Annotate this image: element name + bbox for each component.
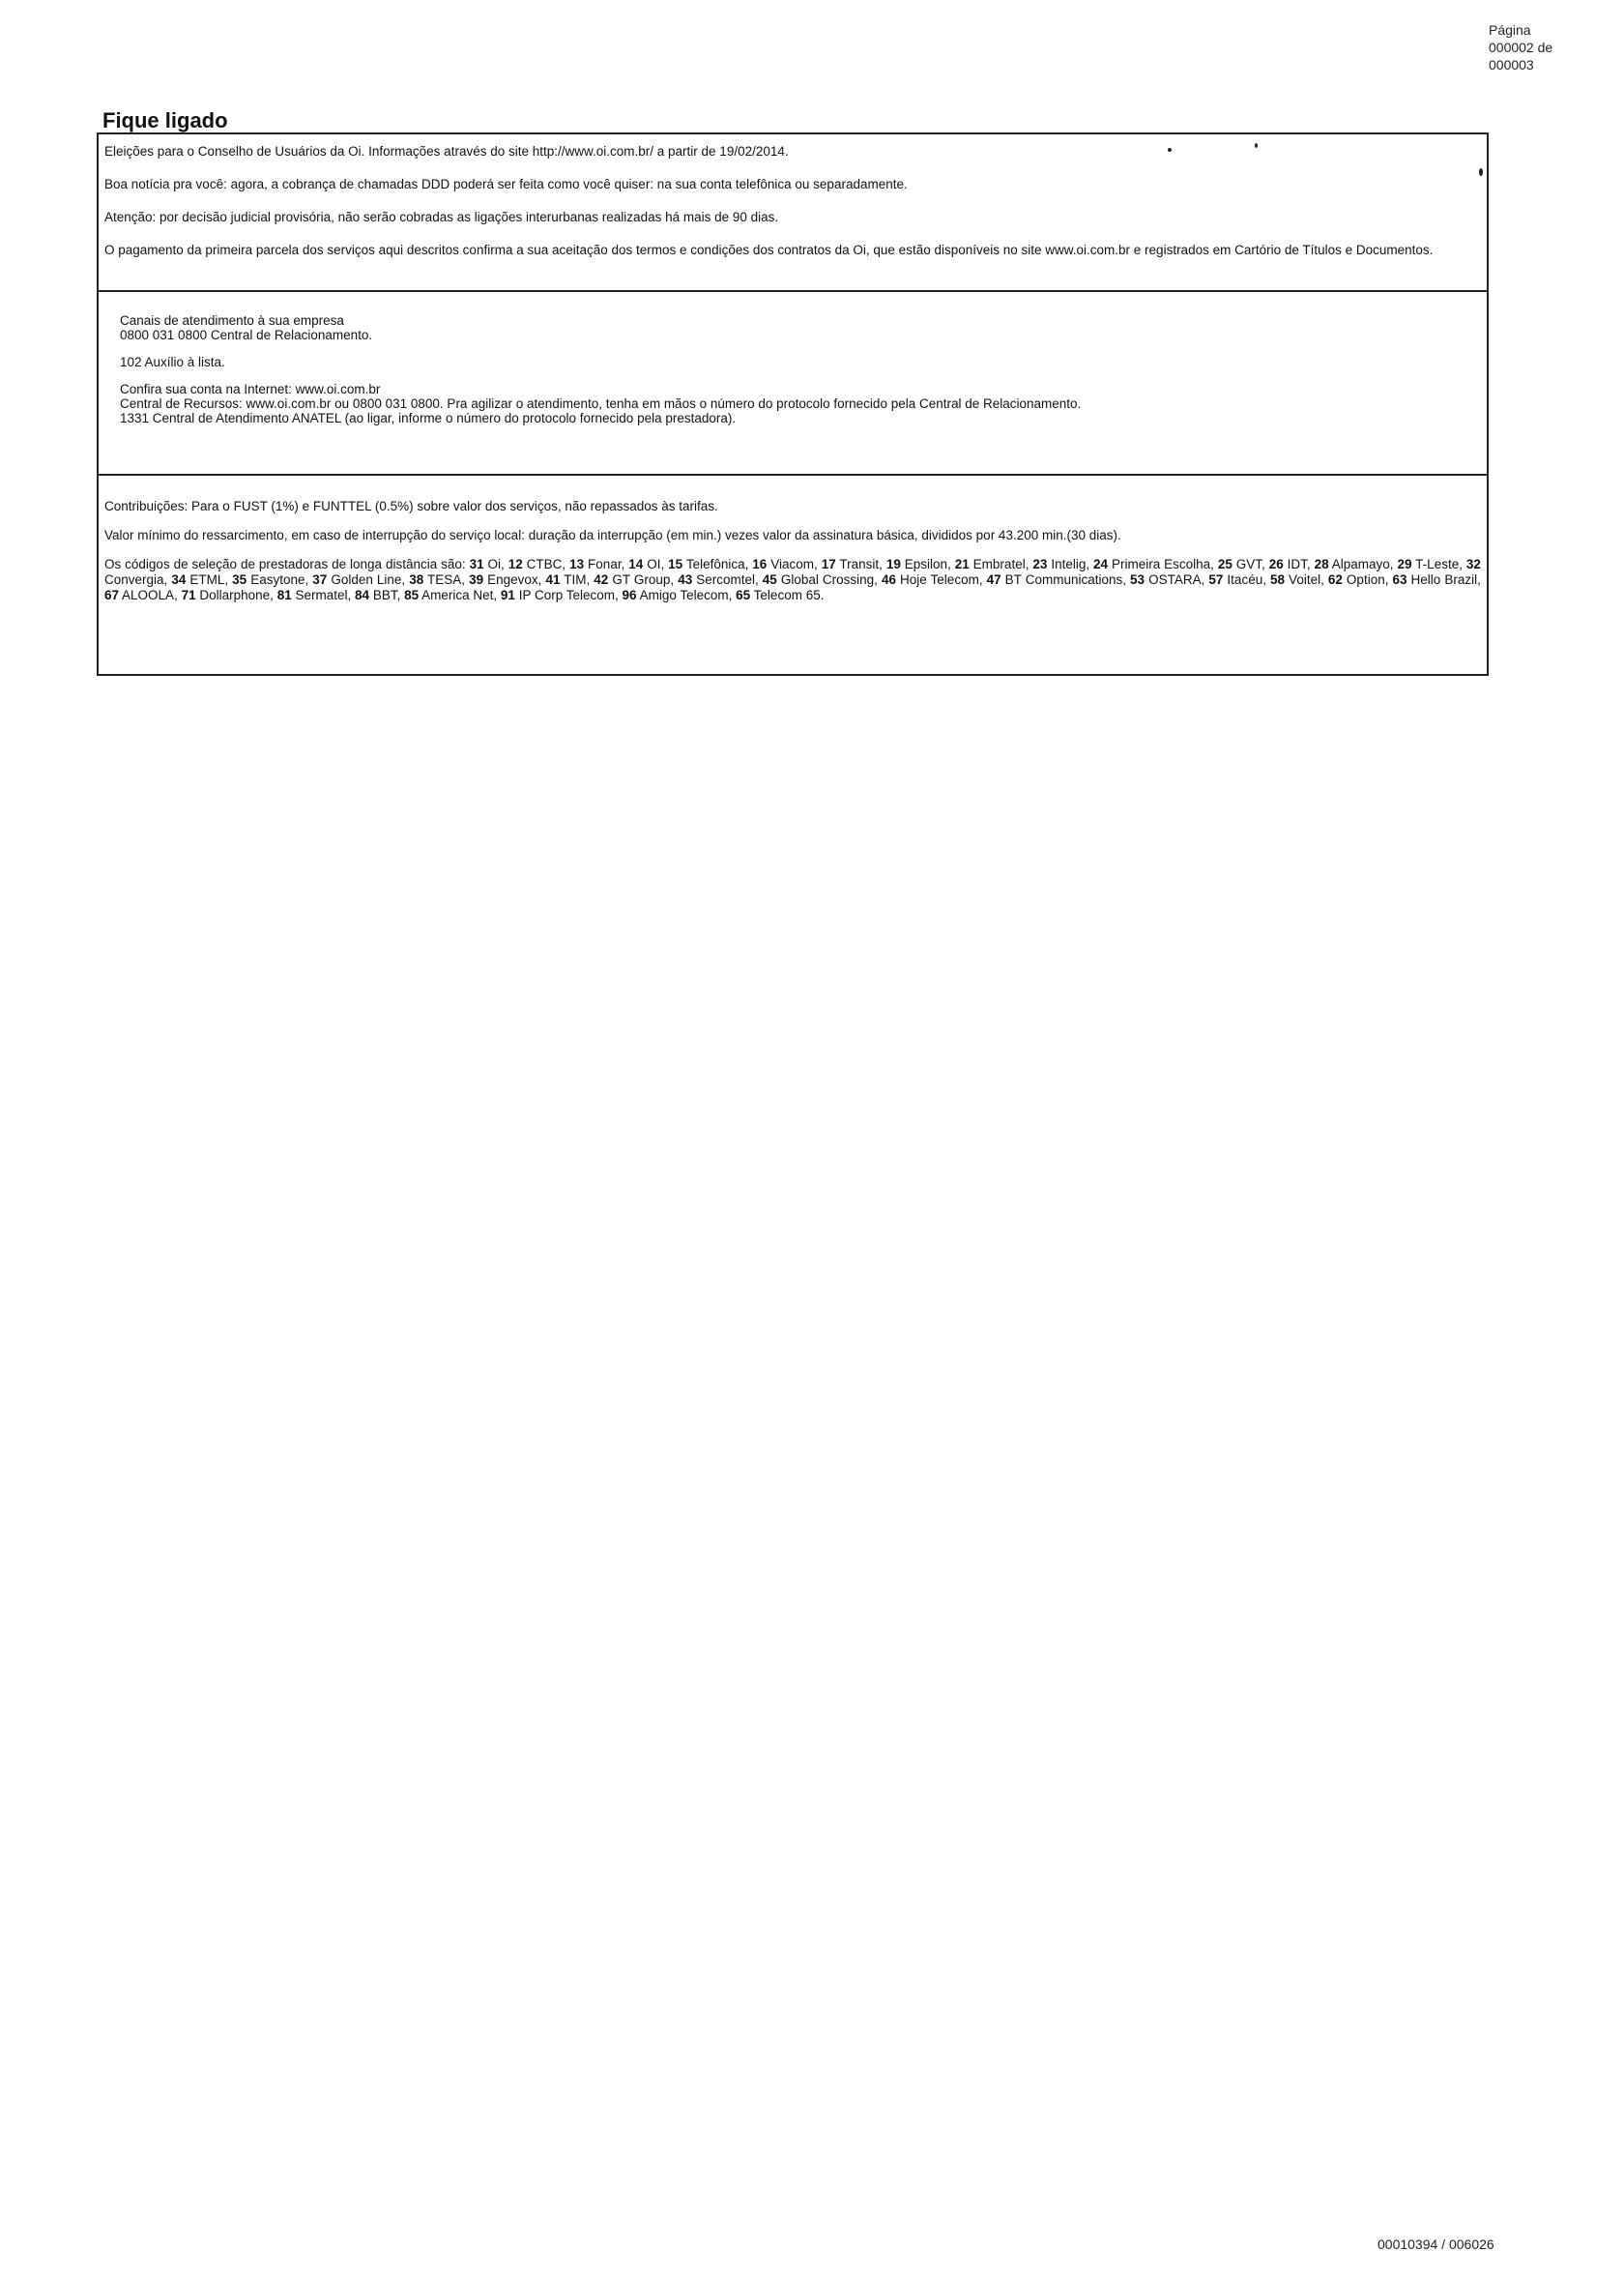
carrier-item (623, 588, 733, 602)
carrier-name: Viacom, (767, 557, 818, 571)
carrier-code: 31 (469, 557, 484, 571)
carrier-code: 53 (1130, 572, 1146, 587)
carrier-name: GVT, (1232, 557, 1265, 571)
carrier-name: T-Leste, (1411, 557, 1463, 571)
carrier-code: 84 (355, 588, 370, 602)
carrier-code: 15 (668, 557, 683, 571)
carrier-code: 45 (762, 572, 777, 587)
carrier-item (470, 557, 505, 571)
carrier-name: Itacéu, (1223, 572, 1266, 587)
carrier-item (752, 557, 817, 571)
carrier-code: 91 (500, 588, 515, 602)
carrier-code: 19 (885, 557, 901, 571)
carrier-code: 81 (276, 588, 292, 602)
carrier-code: 32 (1465, 557, 1481, 571)
carrier-name: Intelig, (1047, 557, 1090, 571)
carrier-name: IP Corp Telecom, (514, 588, 619, 602)
carrier-item (469, 572, 541, 587)
carrier-code: 42 (594, 572, 609, 587)
document-code: 00010394 / 006026 (1378, 2236, 1494, 2252)
carrier-code: 35 (232, 572, 247, 587)
carrier-item (1315, 557, 1394, 571)
carrier-item (312, 572, 405, 587)
carrier-code: 38 (409, 572, 424, 587)
carrier-name: TESA, (423, 572, 466, 587)
channels-directory: 102 Auxílio à lista. (120, 355, 225, 369)
page-current: 000002 de (1489, 40, 1553, 55)
carrier-code: 13 (569, 557, 585, 571)
carrier-code: 14 (628, 557, 644, 571)
carrier-item (1130, 572, 1204, 587)
carrier-code: 26 (1268, 557, 1284, 571)
carrier-code: 12 (508, 557, 523, 571)
carrier-name: ETML, (186, 572, 229, 587)
carrier-name: Telefônica, (682, 557, 749, 571)
carrier-item (1218, 557, 1265, 571)
carrier-name: Primeira Escolha, (1108, 557, 1214, 571)
carrier-item (736, 588, 824, 602)
carrier-code: 21 (954, 557, 970, 571)
carrier-name: CTBC, (522, 557, 566, 571)
carrier-name: BBT, (369, 588, 401, 602)
carrier-code: 17 (821, 557, 836, 571)
carrier-name: Fonar, (584, 557, 625, 571)
carrier-item (886, 557, 951, 571)
carrier-name: Voitel, (1285, 572, 1324, 587)
carrier-item (882, 572, 983, 587)
carrier-code: 41 (545, 572, 561, 587)
carrier-name: Dollarphone, (195, 588, 274, 602)
carrier-name: Global Crossing, (776, 572, 878, 587)
carrier-name: Telecom 65. (750, 588, 825, 602)
channels-anatel: 1331 Central de Atendimento ANATEL (ao ligar, informe o número do protocolo fornecido pela prestadora). (120, 411, 737, 425)
carrier-item (508, 557, 566, 571)
notice-judicial: Atenção: por decisão judicial provisória, não serão cobradas as ligações interurbanas realizadas há mais de 90 dias. (104, 210, 779, 224)
carrier-name: GT Group, (608, 572, 675, 587)
carrier-name: Easytone, (246, 572, 309, 587)
carrier-item (404, 588, 497, 602)
carrier-name: Engevox, (483, 572, 542, 587)
carrier-item (763, 572, 878, 587)
carrier-name: OSTARA, (1145, 572, 1205, 587)
channels-internet: Confira sua conta na Internet: www.oi.com.br (120, 382, 381, 396)
carrier-code: 23 (1032, 557, 1048, 571)
notice-ddd-billing: Boa notícia pra você: agora, a cobrança de chamadas DDD poderá ser feita como você quiser: na sua conta telefônica ou separadamente. (104, 177, 908, 191)
carrier-item (545, 572, 590, 587)
carrier-name: Amigo Telecom, (636, 588, 733, 602)
carrier-item (955, 557, 1030, 571)
carrier-name: BT Communications, (1000, 572, 1126, 587)
carrier-item (1093, 557, 1214, 571)
notice-payment-terms: O pagamento da primeira parcela dos serviços aqui descritos confirma a sua aceitação dos termos e condições dos contratos da Oi, que estão disponíveis no site www.oi.com.br e registrados em Cartório de Títulos e Documentos. (104, 243, 1434, 257)
channels-relationship: 0800 031 0800 Central de Relacionamento. (120, 328, 373, 342)
carrier-item (668, 557, 748, 571)
carrier-code: 25 (1217, 557, 1232, 571)
carrier-item (171, 572, 228, 587)
carrier-codes-intro: Os códigos de seleção de prestadoras de longa distância são: (104, 557, 466, 571)
carrier-item (232, 572, 308, 587)
section-title: Fique ligado (102, 108, 228, 132)
carrier-code: 58 (1270, 572, 1286, 587)
carrier-item (1397, 557, 1462, 571)
carrier-item (355, 588, 400, 602)
carrier-item (182, 588, 274, 602)
channels-heading: Canais de atendimento à sua empresa (120, 313, 344, 328)
info-frame (97, 132, 1489, 676)
carrier-name: IDT, (1283, 557, 1311, 571)
carrier-name: Embratel, (969, 557, 1030, 571)
carrier-code: 63 (1392, 572, 1407, 587)
carrier-name: Golden Line, (327, 572, 406, 587)
carrier-item (822, 557, 883, 571)
service-channels-section (99, 292, 1487, 476)
carrier-item (104, 588, 178, 602)
contributions-section (99, 476, 1487, 674)
carrier-name: Sercomtel, (692, 572, 759, 587)
carrier-item (1269, 557, 1311, 571)
carrier-code: 43 (678, 572, 693, 587)
carrier-code: 29 (1397, 557, 1412, 571)
carrier-item (1208, 572, 1266, 587)
carrier-code: 67 (104, 588, 120, 602)
carrier-name: ALOOLA, (119, 588, 178, 602)
carrier-name: Option, (1342, 572, 1389, 587)
carrier-code: 34 (171, 572, 187, 587)
carrier-item (1328, 572, 1389, 587)
carrier-code: 62 (1327, 572, 1343, 587)
page-total: 000003 (1489, 57, 1534, 73)
carrier-code: 16 (752, 557, 768, 571)
carrier-item (409, 572, 465, 587)
carrier-codes (104, 557, 1481, 603)
carrier-item (594, 572, 674, 587)
carrier-code: 96 (622, 588, 637, 602)
refund-minimum: Valor mínimo do ressarcimento, em caso de interrupção do serviço local: duração da interrupção (em min.) vezes valor da assinatura básica, divididos por 43.200 min.(30 dias). (104, 528, 1121, 542)
carrier-code: 37 (312, 572, 328, 587)
carrier-code: 28 (1314, 557, 1329, 571)
page-label: Página (1489, 22, 1531, 38)
carrier-item (1393, 572, 1481, 587)
carrier-code: 65 (736, 588, 751, 602)
carrier-item (1032, 557, 1089, 571)
notices-section (99, 134, 1487, 292)
carrier-code: 46 (881, 572, 896, 587)
carrier-code: 47 (986, 572, 1001, 587)
carrier-item (569, 557, 624, 571)
carrier-item (1270, 572, 1324, 587)
carrier-item (277, 588, 352, 602)
carrier-name: Oi, (483, 557, 505, 571)
carrier-item (501, 588, 619, 602)
carrier-name: TIM, (560, 572, 591, 587)
carrier-name: Alpamayo, (1328, 557, 1394, 571)
carrier-code: 71 (181, 588, 196, 602)
carrier-name: Epsilon, (900, 557, 951, 571)
page-number (1489, 21, 1552, 73)
carrier-code: 39 (469, 572, 484, 587)
channels-appeals: Central de Recursos: www.oi.com.br ou 0800 031 0800. Pra agilizar o atendimento, tenha em mãos o número do protocolo fornecido pela Central de Relacionamento. (120, 396, 1082, 411)
carrier-code: 57 (1208, 572, 1224, 587)
carrier-item (987, 572, 1126, 587)
carrier-item (628, 557, 664, 571)
carrier-name: America Net, (419, 588, 498, 602)
carrier-name: Hello Brazil, (1406, 572, 1481, 587)
carrier-code: 85 (404, 588, 420, 602)
carrier-name: OI, (643, 557, 665, 571)
carrier-name: Transit, (835, 557, 883, 571)
carrier-name: Sermatel, (291, 588, 352, 602)
contributions-fust: Contribuições: Para o FUST (1%) e FUNTTEL (0.5%) sobre valor dos serviços, não repassados às tarifas. (104, 499, 718, 513)
carrier-code: 24 (1093, 557, 1109, 571)
carrier-name: Hoje Telecom, (895, 572, 983, 587)
carrier-item (678, 572, 759, 587)
carrier-name: Convergia, (104, 572, 168, 587)
notice-election: Eleições para o Conselho de Usuários da Oi. Informações através do site http://www.oi.com.br/ a partir de 19/02/2014. (104, 144, 789, 159)
